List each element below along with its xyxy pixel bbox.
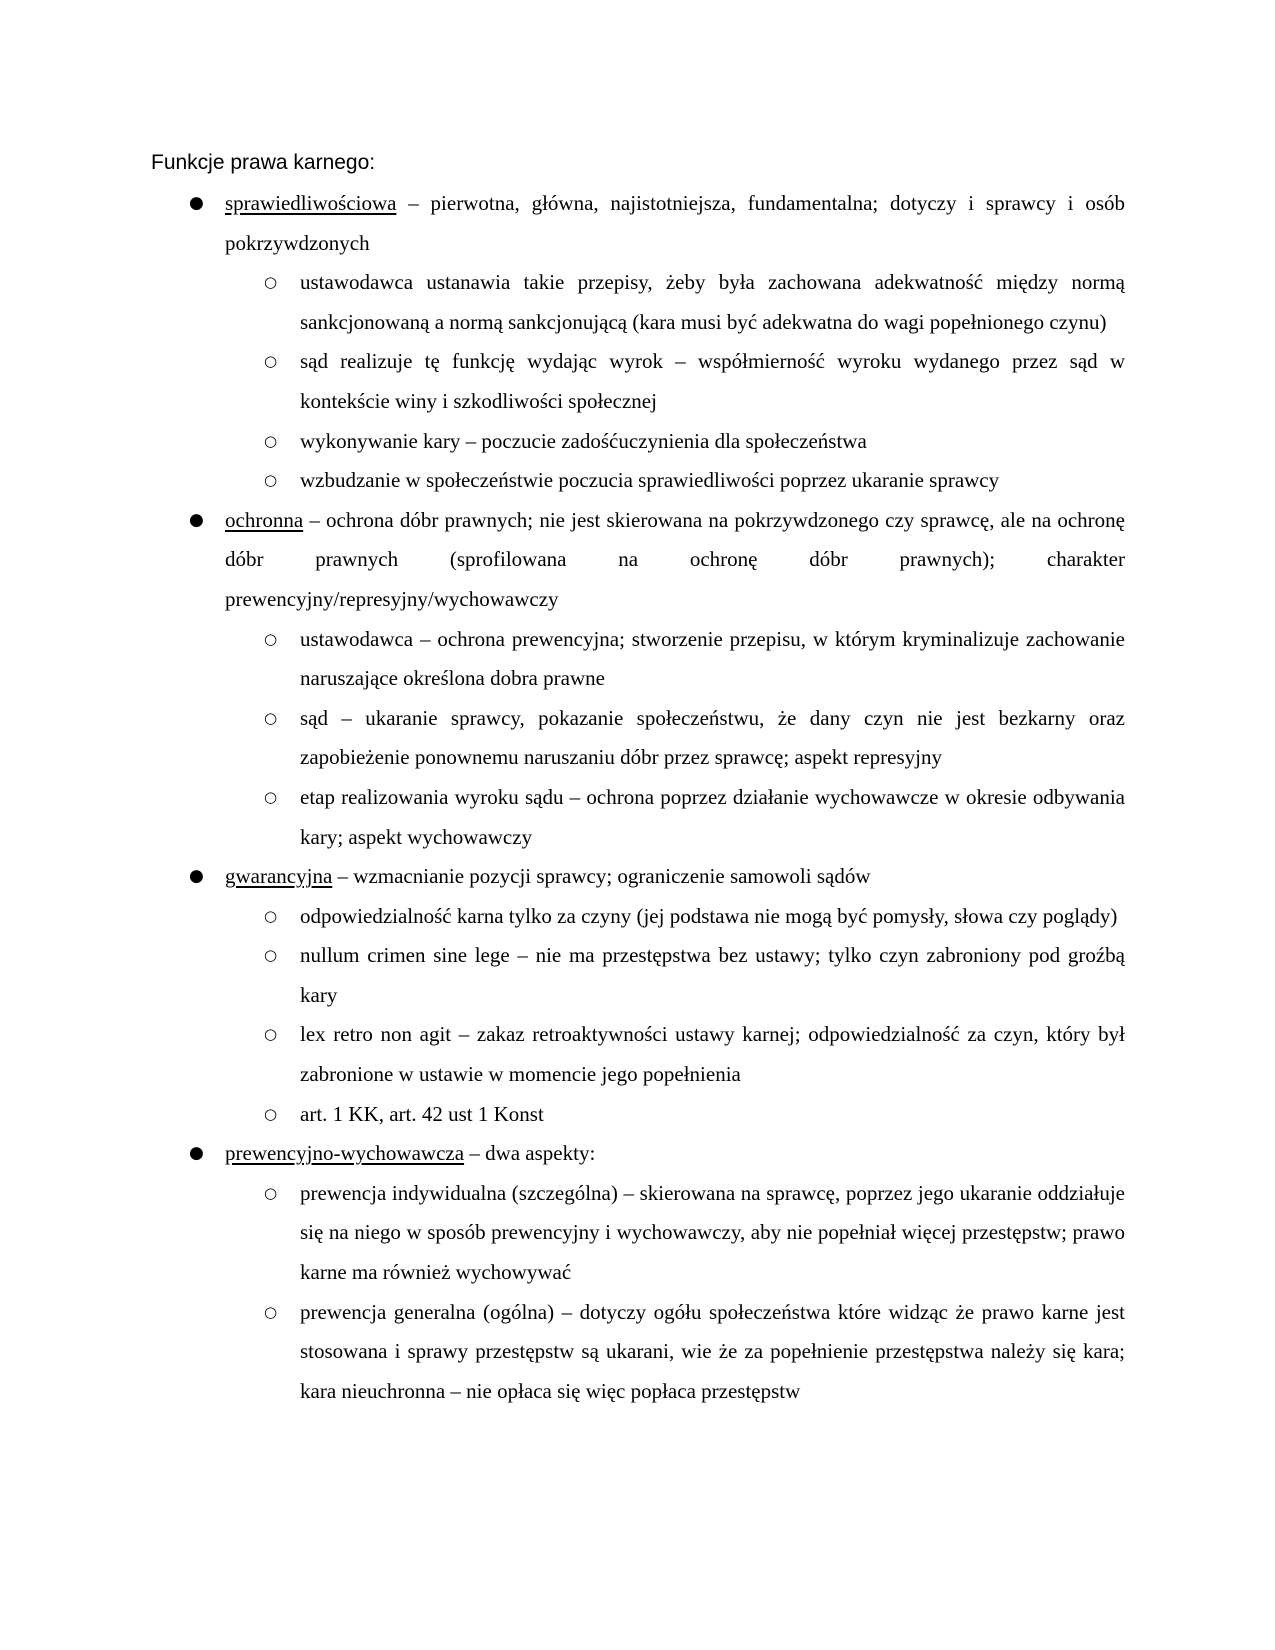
sub-list-item [264, 897, 1125, 937]
sub-item-text: nullum crimen sine lege – nie ma przestępstwa bez ustawy; tylko czyn zabroniony pod groźbą kary [300, 943, 1125, 1007]
sub-list-item [264, 1095, 1125, 1135]
hollow-bullet-icon: ○ [264, 273, 278, 292]
sub-list-item [264, 461, 1125, 501]
term-label: prewencyjno-wychowawcza [225, 1141, 465, 1166]
sub-item-text: etap realizowania wyroku sądu – ochrona poprzez działanie wychowawcze w okresie odbywania kary; aspekt wychowawczy [300, 784, 1125, 849]
hollow-bullet-icon: ○ [264, 787, 278, 806]
sub-item-text: ustawodawca – ochrona prewencyjna; stworzenie przepisu, w którym kryminalizuje zachowanie naruszające określona dobra prawne [300, 626, 1125, 691]
filled-bullet-icon: ● [189, 1143, 204, 1164]
sub-item-text: ustawodawca ustanawia takie przepisy, żeby była zachowana adekwatność między normą sankcjonowaną a normą sankcjonującą (kara musi być adekwatna do wagi popełnionego czynu) [300, 270, 1125, 334]
hollow-bullet-icon: ○ [264, 1104, 278, 1123]
sub-item-text: art. 1 KK, art. 42 ust 1 Konst [300, 1101, 544, 1126]
term-label: gwarancyjna [225, 864, 333, 889]
page-title-text: Funkcje prawa karnego [151, 151, 370, 174]
filled-bullet-icon: ● [189, 866, 204, 887]
list-item-prewencyjno-wychowawcza [189, 1134, 1125, 1174]
sub-item-text: wykonywanie kary – poczucie zadośćuczynienia dla społeczeństwa [300, 428, 867, 453]
sub-list-item [264, 1015, 1125, 1094]
hollow-bullet-icon: ○ [264, 708, 278, 727]
sub-item-text: odpowiedzialność karna tylko za czyny (jej podstawa nie mogą być pomysły, słowa czy poglądy) [300, 903, 1118, 928]
sub-list-item [264, 778, 1125, 857]
list-item-gwarancyjna [189, 857, 1125, 897]
page-title [151, 148, 375, 178]
item-text: – wzmacnianie pozycji sprawcy; ograniczenie samowoli sądów [332, 864, 871, 889]
sub-list-item [264, 422, 1125, 462]
sub-list-item [264, 342, 1125, 421]
filled-bullet-icon: ● [189, 193, 204, 213]
sub-list-item [264, 620, 1125, 699]
hollow-bullet-icon: ○ [264, 946, 278, 965]
sub-list-item [264, 1293, 1125, 1412]
sub-list-item [264, 699, 1125, 778]
term-label: ochronna [225, 507, 304, 532]
hollow-bullet-icon: ○ [264, 1025, 278, 1044]
sub-list-item [264, 936, 1125, 1015]
hollow-bullet-icon: ○ [264, 471, 278, 490]
hollow-bullet-icon: ○ [264, 352, 278, 371]
sub-list-item [264, 1174, 1125, 1293]
item-text: – pierwotna, główna, najistotniejsza, fundamentalna; dotyczy i sprawcy i osób pokrzywdzonych [225, 191, 1125, 255]
sub-list-item [264, 263, 1125, 342]
functions-list [0, 184, 1275, 1411]
list-item-sprawiedliwosciowa [189, 184, 1125, 263]
hollow-bullet-icon: ○ [264, 1183, 278, 1202]
hollow-bullet-icon: ○ [264, 906, 278, 925]
filled-bullet-icon: ● [189, 509, 204, 530]
term-label: sprawiedliwościowa [225, 191, 397, 215]
item-text: – ochrona dóbr prawnych; nie jest skierowana na pokrzywdzonego czy sprawcę, ale na ochronę dóbr prawnych (sprofilowana na ochronę dóbr prawnych); charakter prewencyjny/represyjny/wychowawczy [225, 507, 1125, 611]
list-item-ochronna [189, 501, 1125, 620]
page-title-colon: : [369, 151, 376, 174]
sub-item-text: prewencja indywidualna (szczególna) – skierowana na sprawcę, poprzez jego ukaranie oddziałuje się na niego w sposób prewencyjny i wychowawczy, aby nie popełniał więcej przestępstw; prawo karne ma również wychowywać [300, 1180, 1125, 1285]
item-text: – dwa aspekty: [464, 1141, 596, 1166]
sub-item-text: wzbudzanie w społeczeństwie poczucia sprawiedliwości poprzez ukaranie sprawcy [300, 468, 1000, 493]
sub-item-text: sąd realizuje tę funkcję wydając wyrok – współmierność wyroku wydanego przez sąd w kontekście winy i szkodliwości społecznej [300, 349, 1125, 413]
hollow-bullet-icon: ○ [264, 629, 278, 648]
hollow-bullet-icon: ○ [264, 431, 278, 450]
sub-item-text: lex retro non agit – zakaz retroaktywności ustawy karnej; odpowiedzialność za czyn, który był zabronione w ustawie w momencie jego popełnienia [300, 1022, 1125, 1087]
sub-item-text: prewencja generalna (ogólna) – dotyczy ogółu społeczeństwa które widząc że prawo karne jest stosowana i sprawy przestępstw są ukarani, wie że za popełnienie przestępstwa należy się kara; kara nieuchronna – nie opłaca się więc popłaca przestępstw [300, 1299, 1125, 1403]
sub-item-text: sąd – ukaranie sprawcy, pokazanie społeczeństwu, że dany czyn nie jest bezkarny oraz zapobieżenie ponownemu naruszaniu dóbr przez sprawcę; aspekt represyjny [300, 705, 1125, 770]
hollow-bullet-icon: ○ [264, 1302, 278, 1321]
